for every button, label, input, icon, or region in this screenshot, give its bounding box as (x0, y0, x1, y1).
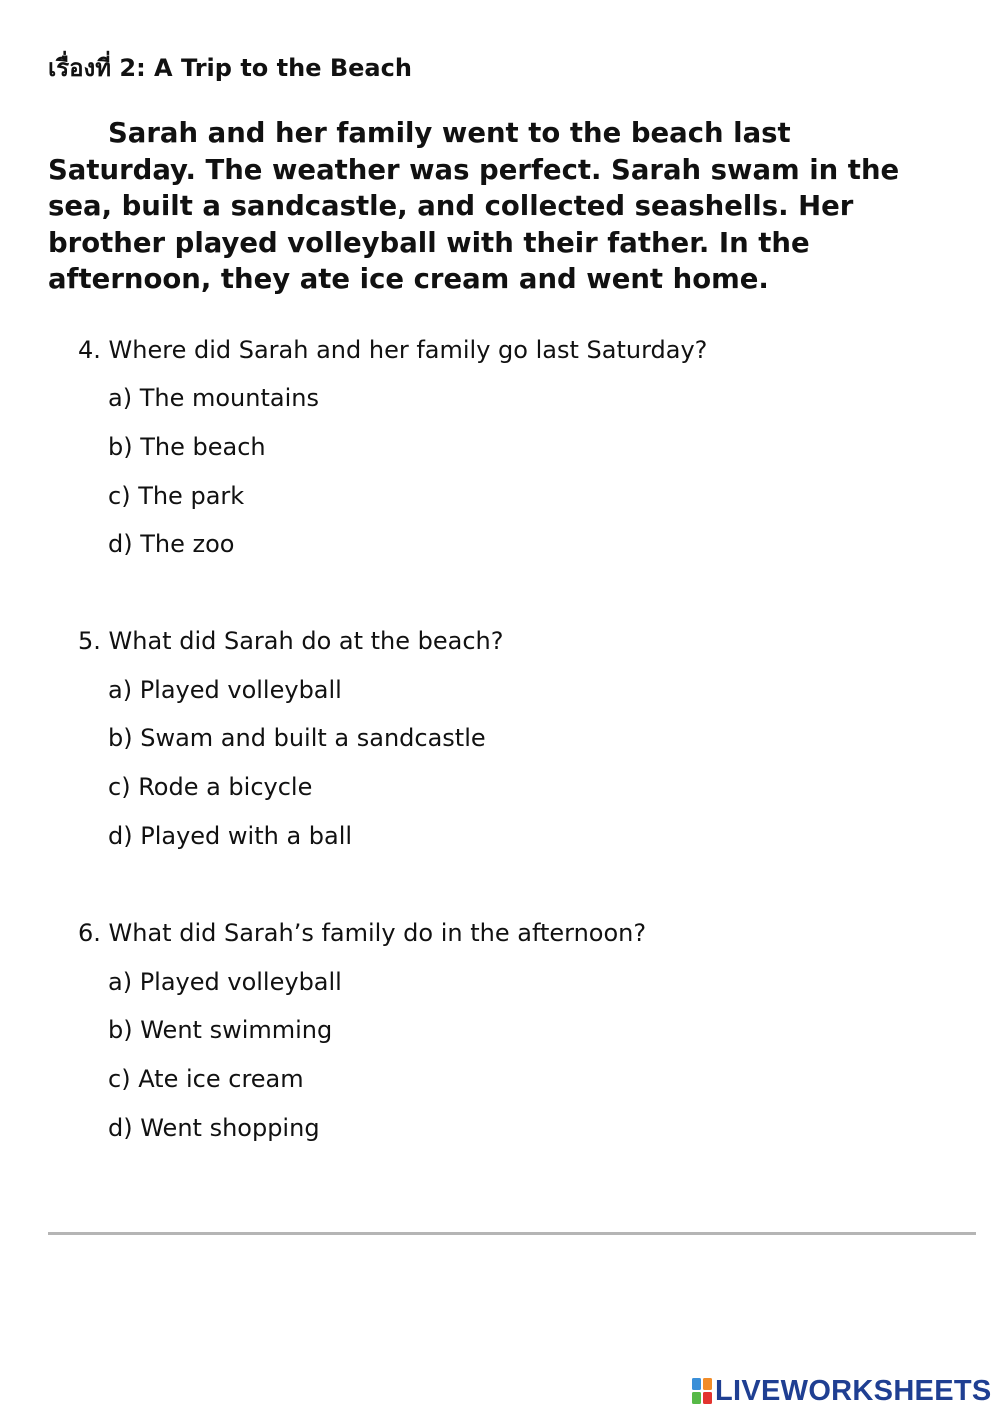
reading-passage: Sarah and her family went to the beach last Saturday. The weather was perfect. Sarah swam in the sea, built a sandcastle, and collected seashells. Her brother played volleyball with their father. In the afternoon, they ate ice cream and went home. (48, 117, 900, 295)
liveworksheets-logo-icon (692, 1378, 712, 1404)
liveworksheets-logo-text: LIVEWORKSHEETS (715, 1374, 992, 1407)
question-6-option-c[interactable]: c) Ate ice cream (108, 1065, 304, 1093)
question-5-option-c[interactable]: c) Rode a bicycle (108, 773, 313, 801)
question-5-option-a[interactable]: a) Played volleyball (108, 676, 342, 704)
question-6-option-d[interactable]: d) Went shopping (108, 1114, 320, 1142)
question-6-option-b[interactable]: b) Went swimming (108, 1016, 333, 1044)
question-4-option-a[interactable]: a) The mountains (108, 384, 319, 412)
question-4-option-b[interactable]: b) The beach (108, 433, 266, 461)
question-4-option-d[interactable]: d) The zoo (108, 530, 235, 558)
question-6-option-a[interactable]: a) Played volleyball (108, 968, 342, 996)
question-4-option-c[interactable]: c) The park (108, 482, 245, 510)
question-5: 5. What did Sarah do at the beach? (78, 627, 504, 655)
worksheet-title: เรื่องที่ 2: A Trip to the Beach (48, 54, 412, 82)
liveworksheets-brand (692, 1374, 992, 1408)
question-5-option-d[interactable]: d) Played with a ball (108, 822, 353, 850)
question-6: 6. What did Sarah’s family do in the afternoon? (78, 919, 647, 947)
question-5-option-b[interactable]: b) Swam and built a sandcastle (108, 724, 486, 752)
page-divider (48, 1232, 976, 1235)
question-4: 4. Where did Sarah and her family go last Saturday? (78, 336, 708, 364)
